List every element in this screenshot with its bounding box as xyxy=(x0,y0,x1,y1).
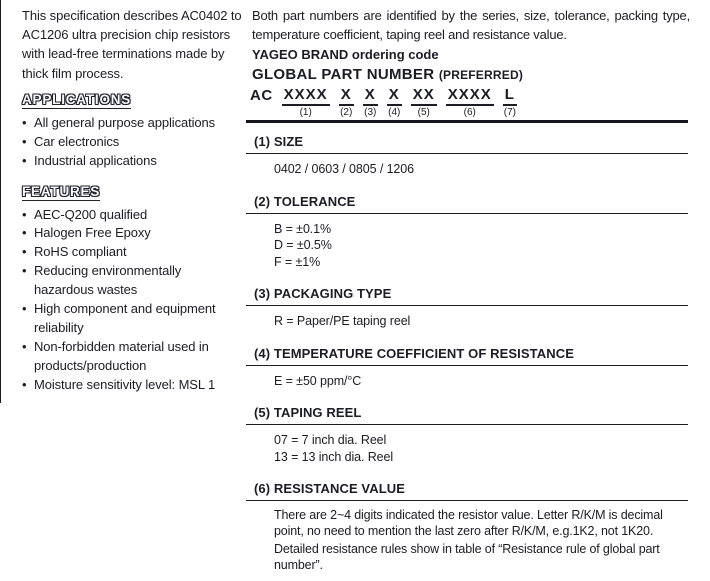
section-line: F = ±1% xyxy=(274,254,321,269)
part-number-prefix: AC xyxy=(250,87,273,105)
features-heading: FEATURES xyxy=(22,183,101,199)
list-item: • Industrial applications xyxy=(22,152,244,171)
section-content xyxy=(252,154,690,183)
part-number-group-text: XXXX xyxy=(282,88,330,106)
list-item: • Non-forbidden material used in products/production xyxy=(22,338,244,376)
part-number-group xyxy=(363,88,378,118)
section-line: D = ±0.5% xyxy=(274,238,332,253)
part-number-group-index: (5) xyxy=(417,107,430,119)
section-heading: (3) PACKAGING TYPE xyxy=(254,286,392,302)
section-content xyxy=(252,214,690,276)
section xyxy=(252,470,690,581)
list-item: • All general purpose applications xyxy=(22,114,244,133)
section-line: Detailed resistance rules show in table of “Resistance rule of global part number”. xyxy=(274,542,660,572)
part-number-group-index: (3) xyxy=(364,107,377,119)
part-number-group xyxy=(411,88,437,118)
section-heading: (4) TEMPERATURE COEFFICIENT OF RESISTANCE xyxy=(254,345,574,361)
part-number-group-text: L xyxy=(503,88,517,106)
part-number-group xyxy=(446,88,494,118)
list-item: • High component and equipment reliability xyxy=(22,300,244,338)
part-number-group-text: X xyxy=(387,88,402,106)
part-number-group-text: X xyxy=(339,88,354,106)
section-heading: (2) TOLERANCE xyxy=(254,193,356,209)
description-paragraph: This specification describes AC0402 to AC1206 ultra precision chip resistors with lead-free terminations made by thick film process. xyxy=(22,8,242,81)
section-line: R = Paper/PE taping reel xyxy=(274,314,411,329)
section xyxy=(252,335,690,395)
section-heading: (6) RESISTANCE VALUE xyxy=(254,481,406,497)
part-number-group-index: (1) xyxy=(299,107,312,119)
section-heading: (5) TAPING REEL xyxy=(254,405,362,421)
global-part-number-suffix: (PREFERRED) xyxy=(438,68,524,83)
part-number-group-index: (7) xyxy=(503,107,516,119)
section-content xyxy=(252,306,690,335)
list-item: • Reducing environmentally hazardous wastes xyxy=(22,262,244,300)
section xyxy=(252,394,690,470)
global-part-number-heading xyxy=(252,66,690,84)
section-line: B = ±0.1% xyxy=(274,221,332,236)
ordering-code-label: YAGEO BRAND ordering code xyxy=(252,47,439,63)
section xyxy=(252,275,690,335)
sections-container xyxy=(252,123,690,581)
list-item: • Halogen Free Epoxy xyxy=(22,224,244,243)
global-part-number-title: GLOBAL PART NUMBER xyxy=(252,66,435,84)
section-line: 13 = 13 inch dia. Reel xyxy=(274,449,394,464)
list-item: • RoHS compliant xyxy=(22,243,244,262)
section xyxy=(252,123,690,183)
part-number-group-text: XXXX xyxy=(446,88,494,106)
part-number-group xyxy=(282,88,330,118)
part-number-group-text: X xyxy=(363,88,378,106)
section-content xyxy=(252,366,690,395)
features-list xyxy=(22,206,244,395)
section-content xyxy=(252,501,690,581)
list-item: • Car electronics xyxy=(22,133,244,152)
section-line: E = ±50 ppm/°C xyxy=(274,373,362,388)
part-number-group-index: (4) xyxy=(388,107,401,119)
part-number-group-index: (2) xyxy=(340,107,353,119)
section-line: 07 = 7 inch dia. Reel xyxy=(274,433,387,448)
part-number-group xyxy=(339,88,354,118)
part-number-group-index: (6) xyxy=(463,107,476,119)
part-number-diagram xyxy=(250,88,690,118)
intro-paragraph: Both part numbers are identified by the series, size, tolerance, packing type, temperature coefficient, taping reel and resistance value. xyxy=(252,8,690,43)
section xyxy=(252,183,690,276)
part-number-group-text: XX xyxy=(411,88,437,106)
page-left-border xyxy=(0,0,1,403)
section-content xyxy=(252,425,690,470)
section-heading: (1) SIZE xyxy=(254,134,304,150)
list-item: • AEC-Q200 qualified xyxy=(22,206,244,225)
part-number-group xyxy=(387,88,402,118)
list-item: • Moisture sensitivity level: MSL 1 xyxy=(22,376,244,395)
part-number-group xyxy=(503,88,517,118)
section-line: 0402 / 0603 / 0805 / 1206 xyxy=(274,162,414,177)
left-column xyxy=(22,6,244,395)
applications-heading: APPLICATIONS xyxy=(22,91,132,107)
section-line: There are 2~4 digits indicated the resistor value. Letter R/K/M is decimal point, no need to mention the last zero after R/K/M, e.g.1K2, not 1K20. xyxy=(274,508,663,538)
applications-list xyxy=(22,114,244,171)
right-column xyxy=(252,6,690,581)
